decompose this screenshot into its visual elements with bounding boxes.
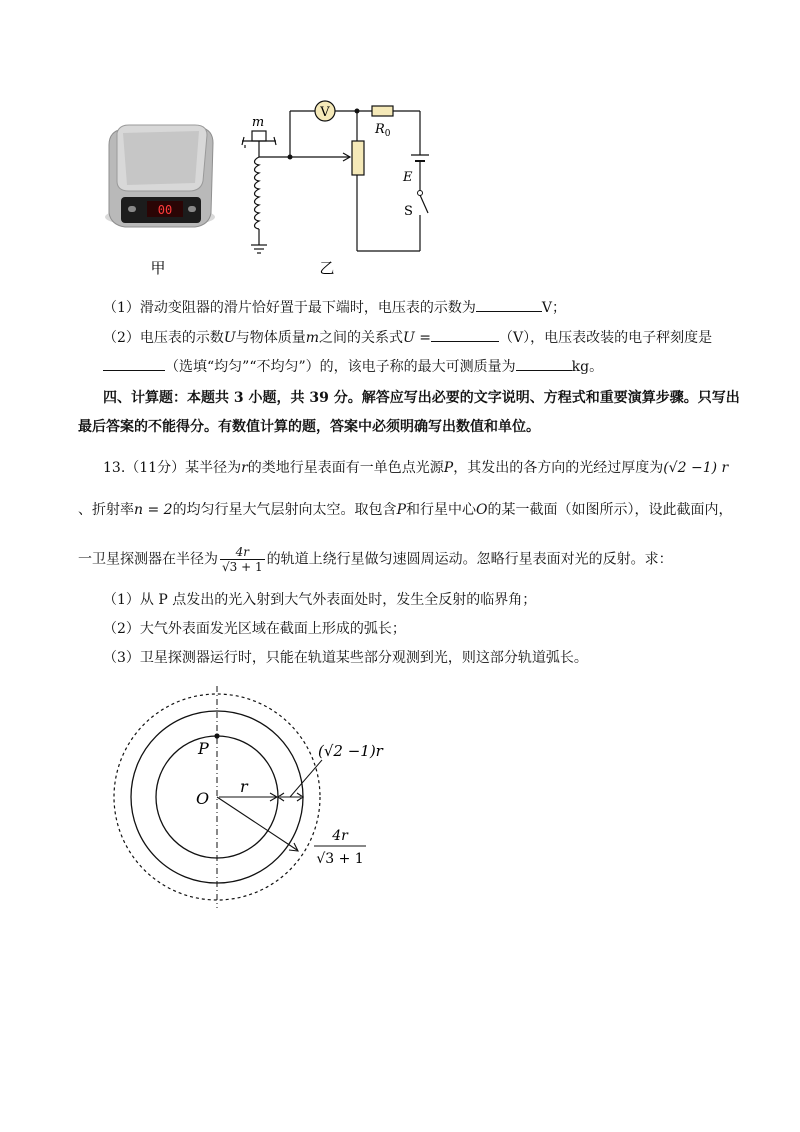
q13-sub1: （1）从 P 点发出的光入射到大气外表面处时，发生全反射的临界角； (103, 592, 537, 608)
switch-label: S (404, 204, 413, 219)
answer-blank[interactable] (431, 326, 499, 342)
q13-line2: 、折射率n = 2的均匀行星大气层射向太空。取包含P和行星中心O的某一截面（如图所示），设此截面内， (78, 502, 733, 518)
label-orbit-den: √3 + 1 (316, 851, 364, 867)
figure-scale-and-circuit (95, 95, 455, 285)
emf-label: E (403, 170, 413, 185)
junction-dot (355, 109, 360, 114)
section4-line2: 最后答案的不能得分。有数值计算的题，答案中必须明确写出数值和单位。 (78, 419, 540, 435)
q12-part1: （1）滑动变阻器的滑片恰好置于最下端时，电压表的示数为 V； (103, 296, 566, 318)
q12-part2-line1: （2）电压表的示数U与物体质量m之间的关系式U = （V），电压表改装的电子秤刻度是 (103, 326, 712, 348)
label-o: O (196, 789, 210, 808)
label-jia: 甲 (150, 259, 166, 277)
answer-blank[interactable] (103, 355, 165, 371)
q13-sub3: （3）卫星探测器运行时，只能在轨道某些部分观测到光，则这部分轨道弧长。 (103, 650, 588, 666)
label-p: P (198, 739, 209, 758)
q12-part2-line2: （选填“均匀”“不均匀”）的，该电子称的最大可测质量为 kg。 (103, 355, 603, 377)
scale-display: 00 (157, 203, 173, 217)
junction-dot (288, 155, 293, 160)
q13-line3: 一卫星探测器在半径为 $\frac{4r}{√3 + 1}$ 的轨道上绕行星做匀速圆周运动。忽略行星表面对光的反射。求： (78, 545, 673, 574)
point-p (214, 733, 219, 738)
mass-label: m (251, 115, 265, 130)
label-orbit-num: 4r (332, 828, 348, 844)
circuit-diagram (242, 106, 429, 253)
answer-blank[interactable] (476, 296, 542, 312)
orbit-radius-fraction: $\frac{4r}{√3 + 1}$ (222, 545, 263, 574)
answer-blank[interactable] (516, 355, 572, 371)
label-r: r (240, 777, 248, 796)
voltmeter-label: V (320, 105, 330, 120)
q13-line1: 13.（11分）某半径为r的类地行星表面有一单色点光源P，其发出的各方向的光经过厚度为(√2 −1) r (103, 460, 729, 476)
section4-line1: 四、计算题：本题共 3 小题，共 39 分。解答应写出必要的文字说明、方程式和重要演算步骤。只写出 (103, 390, 740, 406)
label-thickness: (√2 −1)r (318, 742, 383, 760)
r0-label: $R_0$ (375, 122, 391, 139)
figure-planet-atmosphere (100, 680, 400, 920)
q13-sub2: （2）大气外表面发光区域在截面上形成的弧长； (103, 621, 406, 637)
switch-contact (418, 191, 423, 196)
label-yi: 乙 (319, 259, 335, 277)
